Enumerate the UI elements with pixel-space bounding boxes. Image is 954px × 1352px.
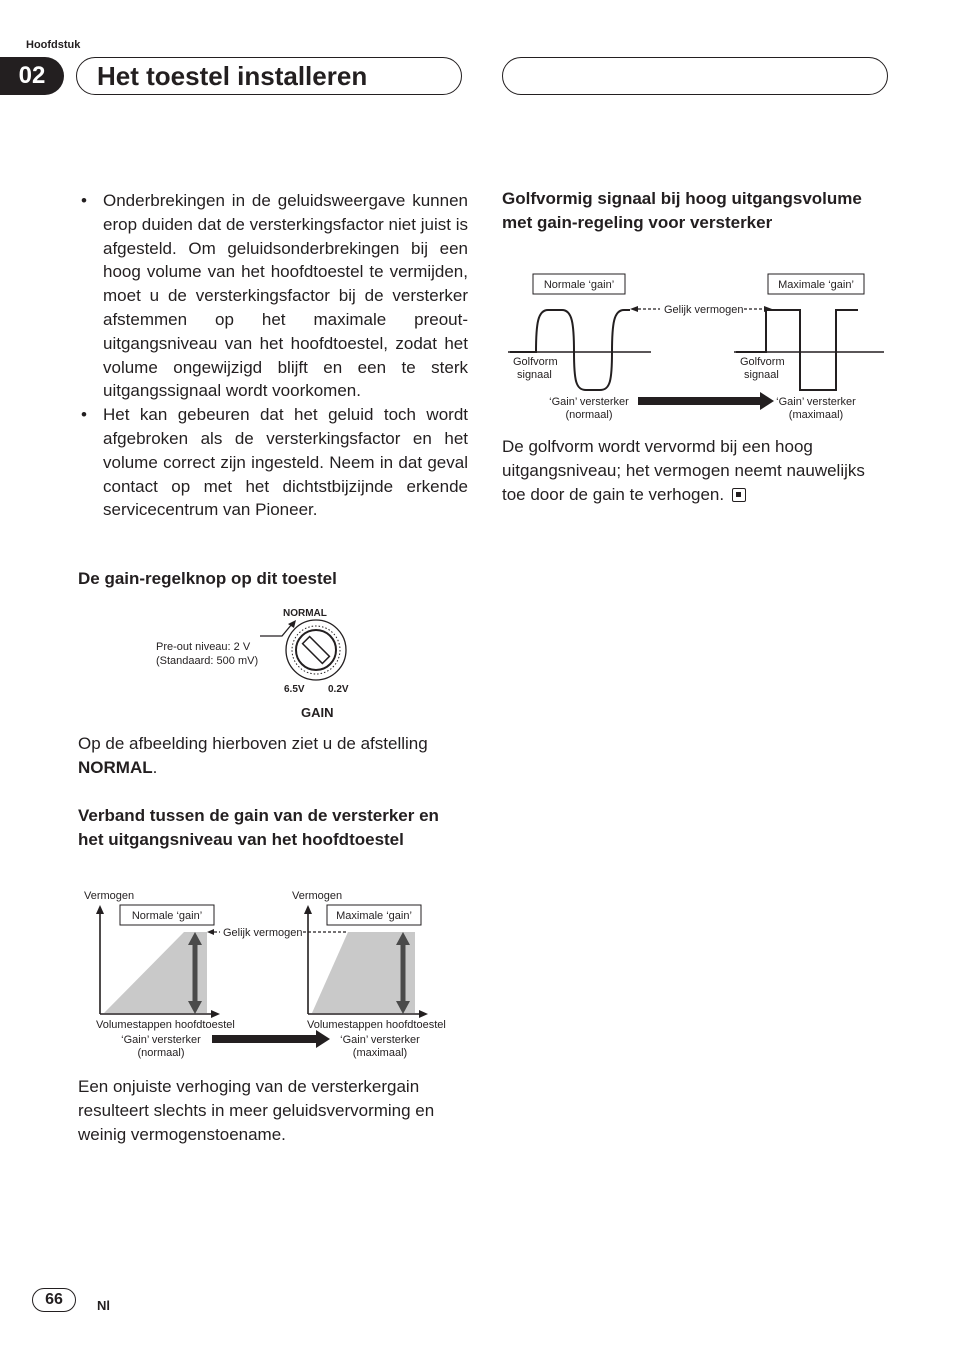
waveform-caption-text: De golfvorm wordt vervormd bij een hoog uitgangsniveau; het vermogen neemt nauwelijks toe door de gain te verhogen. bbox=[502, 437, 865, 504]
knob-label-min: 6.5V bbox=[284, 684, 305, 695]
end-of-section-icon bbox=[732, 488, 746, 502]
wave-amp-gain-max: (maximaal) bbox=[788, 409, 844, 421]
relation-caption: Een onjuiste verhoging van de versterkergain resulteert slechts in meer geluidsvervorming en weinig vermogenstoename. bbox=[78, 1077, 435, 1144]
gain-increase-arrow-head bbox=[316, 1030, 330, 1048]
x-axis-label-right: Volumestappen hoofdtoestel bbox=[307, 1019, 446, 1031]
wave-equal-arrow-left bbox=[630, 306, 638, 312]
wave-gain-arrow-shaft bbox=[638, 397, 762, 405]
language-code: Nl bbox=[97, 1298, 110, 1313]
bullet-list bbox=[78, 189, 468, 522]
wave-label-right-2: signaal bbox=[744, 369, 779, 381]
amp-gain-max-paren: (maximaal) bbox=[352, 1047, 408, 1059]
chapter-label: Hoofdstuk bbox=[26, 39, 81, 51]
y-axis-label-left: Vermogen bbox=[84, 890, 135, 902]
page-title-text: Het toestel installeren bbox=[97, 60, 368, 91]
caption-prefix: Op de afbeelding hierboven ziet u de afstelling bbox=[78, 734, 428, 753]
gain-knob-caption bbox=[78, 732, 468, 780]
wave-amp-gain-normal: (normaal) bbox=[565, 409, 613, 421]
wave-gain-arrow-head bbox=[760, 392, 774, 410]
y-axis-label-right: Vermogen bbox=[292, 890, 343, 902]
wave-box-max-label: Maximale ‘gain’ bbox=[778, 279, 854, 291]
waveform-caption bbox=[502, 435, 888, 507]
page-number: 66 bbox=[32, 1288, 76, 1312]
preout-line2: (Standaard: 500 mV) bbox=[156, 655, 259, 667]
box-normal-gain-label: Normale ‘gain’ bbox=[131, 910, 203, 922]
caption-bold: NORMAL bbox=[78, 758, 153, 777]
equal-power-label: Gelijk vermogen bbox=[223, 927, 303, 939]
bullet-item-1: • Onderbrekingen in de geluidsweergave kunnen erop duiden dat de versterkingsfactor niet juist is afgesteld. Om geluidsonderbrekingen bij een hoog volume van het hoofdtoestel te vermijden, moet u de versterkingsfactor bij de versterker afstemmen op het maximale preout-uitgangsniveau van het hoofdtoestel, zodat het volume ongewijzigd blijft en een te sterk uitgangssignaal wordt voorkomen. bbox=[78, 189, 468, 403]
pointer-line bbox=[260, 624, 292, 636]
wave-amp-gain-right: ‘Gain’ versterker bbox=[776, 396, 856, 408]
bullet-item-2: • Het kan gebeuren dat het geluid toch wordt afgebroken als de versterkingsfactor en het volume correct zijn ingesteld. Neem in dat geval contact op met het dichtstbijzijnde erkende servicecentrum van Pioneer. bbox=[78, 403, 468, 522]
waveform-diagram bbox=[502, 268, 892, 423]
knob-label-max: 0.2V bbox=[328, 684, 349, 695]
gain-relation-diagram bbox=[78, 880, 468, 1065]
x-axis-label-left: Volumestappen hoofdtoestel bbox=[96, 1019, 235, 1031]
knob-label-gain: GAIN bbox=[301, 705, 334, 720]
amp-gain-left: ‘Gain’ versterker bbox=[121, 1034, 201, 1046]
wave-equal-power-label: Gelijk vermogen bbox=[664, 304, 744, 316]
wave-label-right-1: Golfvorm bbox=[740, 356, 785, 368]
preout-line1: Pre-out niveau: 2 V bbox=[156, 641, 251, 653]
knob-label-normal: NORMAL bbox=[283, 608, 327, 619]
caption-suffix: . bbox=[152, 758, 158, 777]
y-axis-arrow-left bbox=[96, 905, 104, 914]
chapter-number-badge: 02 bbox=[0, 57, 64, 95]
y-axis-arrow-right bbox=[304, 905, 312, 914]
gain-knob-diagram bbox=[150, 600, 370, 725]
amp-gain-normal-paren: (normaal) bbox=[137, 1047, 185, 1059]
page-title bbox=[76, 57, 462, 95]
equal-power-arrow-left bbox=[207, 929, 214, 935]
relation-heading: Verband tussen de gain van de versterker en het uitgangsniveau van het hoofdtoestel bbox=[78, 806, 439, 849]
wave-label-left-1: Golfvorm bbox=[513, 356, 558, 368]
x-axis-arrow-right bbox=[419, 1010, 428, 1018]
waveform-heading: Golfvormig signaal bij hoog uitgangsvolume met gain-regeling voor versterker bbox=[502, 189, 862, 232]
gain-knob-heading: De gain-regelknop op dit toestel bbox=[78, 569, 337, 588]
box-max-gain-label: Maximale ‘gain’ bbox=[336, 910, 412, 922]
x-axis-arrow-left bbox=[211, 1010, 220, 1018]
gain-increase-arrow-shaft bbox=[212, 1035, 316, 1043]
header-empty-box bbox=[502, 57, 888, 95]
wave-label-left-2: signaal bbox=[517, 369, 552, 381]
amp-gain-right: ‘Gain’ versterker bbox=[340, 1034, 420, 1046]
wave-box-normal-label: Normale ‘gain’ bbox=[543, 279, 615, 291]
wave-amp-gain-left: ‘Gain’ versterker bbox=[549, 396, 629, 408]
